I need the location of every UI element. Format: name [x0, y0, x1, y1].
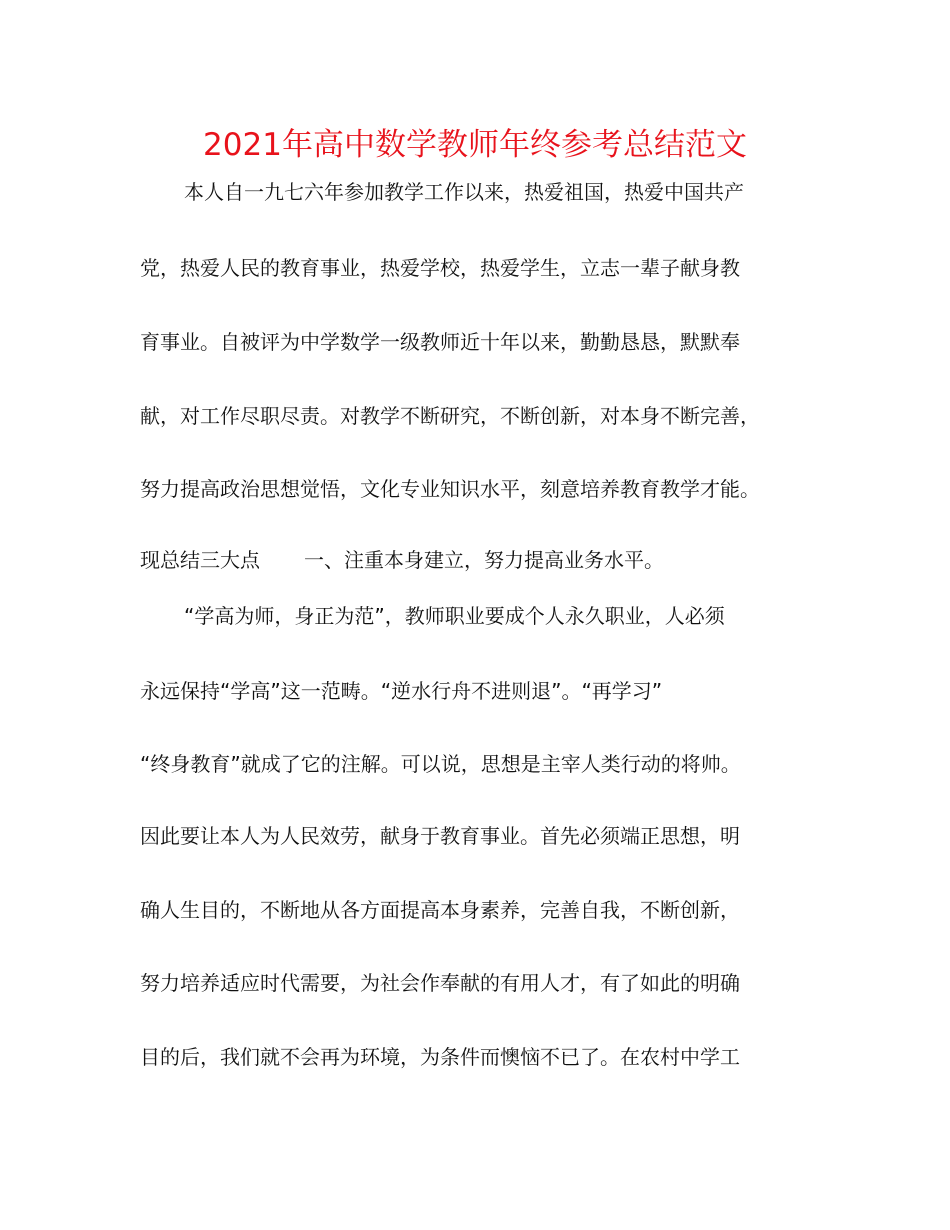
paragraph-line: 本人自一九七六年参加教学工作以来，热爱祖国，热爱中国共产 — [184, 180, 744, 204]
paragraph-line: 育事业。自被评为中学数学一级教师近十年以来，勤勤恳恳，默默奉 — [140, 330, 740, 354]
paragraph-line: 党，热爱人民的教育事业，热爱学校，热爱学生，立志一辈子献身教 — [140, 256, 740, 280]
paragraph-line: 确人生目的，不断地从各方面提高本身素养，完善自我，不断创新， — [140, 898, 740, 922]
section-heading: 一、注重本身建立，努力提高业务水平。 — [304, 548, 664, 572]
paragraph-line: 努力培养适应时代需要，为社会作奉献的有用人才，有了如此的明确 — [140, 971, 740, 995]
paragraph-line-with-heading — [140, 546, 664, 574]
paragraph-line: “终身教育”就成了它的注解。可以说，思想是主宰人类行动的将帅。 — [140, 752, 741, 776]
paragraph-line: 努力提高政治思想觉悟，文化专业知识水平，刻意培养教育教学才能。 — [140, 477, 760, 501]
paragraph-line: “学高为师，身正为范”，教师职业要成个人永久职业，人必须 — [184, 604, 725, 628]
document-title: 2021年高中数学教师年终参考总结范文 — [203, 127, 747, 163]
paragraph-line: 永远保持“学高”这一范畴。“逆水行舟不进则退”。“再学习” — [140, 679, 663, 703]
paragraph-line: 目的后，我们就不会再为环境，为条件而懊恼不已了。在农村中学工 — [140, 1045, 740, 1069]
paragraph-line: 献，对工作尽职尽责。对教学不断研究，不断创新，对本身不断完善， — [140, 404, 760, 428]
paragraph-line: 因此要让本人为人民效劳，献身于教育事业。首先必须端正思想，明 — [140, 824, 740, 848]
summary-intro-text: 现总结三大点 — [140, 548, 260, 572]
